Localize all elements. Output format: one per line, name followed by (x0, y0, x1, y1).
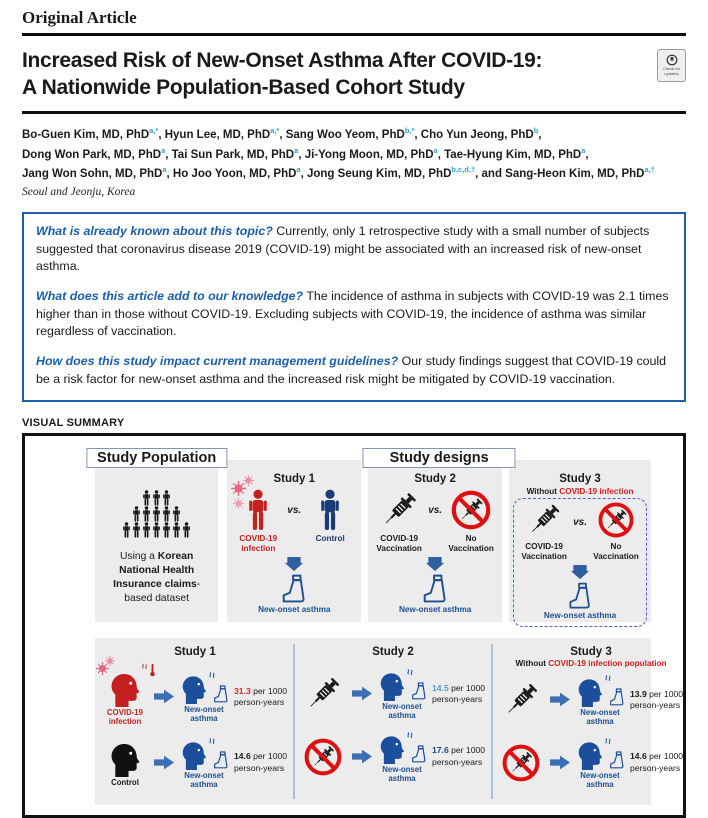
rate-number: 14.5 (432, 682, 449, 693)
author-affiliation-sup: b,* (404, 126, 415, 136)
source-label: Control (111, 778, 139, 788)
crowd-row (122, 522, 191, 538)
person-icon (162, 490, 171, 506)
inhaler-icon (422, 574, 448, 605)
author: Tai Sun Park, MD, PhD$^a$, (171, 145, 305, 161)
author-line-1 (22, 126, 686, 145)
results-panel (95, 638, 684, 804)
population-crowd (122, 490, 191, 538)
person-icon (172, 506, 181, 522)
outcome-label: New-onset asthma (543, 610, 617, 620)
infected-head-icon (107, 670, 143, 707)
vs-label: vs. (428, 505, 443, 517)
rate-number: 14.6 (234, 751, 251, 762)
author-affiliation-sup: a (296, 165, 301, 175)
person-icon (162, 522, 171, 538)
asthma-head-icon (575, 676, 605, 707)
author: Tae-Hyung Kim, MD, PhD$^a$, (444, 145, 589, 161)
author-affiliation-sup: b,c,d,† (451, 165, 476, 175)
result-row-vaccinated (496, 673, 686, 727)
virus-icon (105, 656, 115, 666)
vaccination-figure (372, 489, 426, 554)
rate-number: 17.6 (432, 745, 449, 756)
no-vaccination-icon (501, 743, 541, 783)
arrow-right-icon (550, 691, 570, 708)
results-title: Study 1 (174, 646, 216, 659)
author-line-2 (22, 145, 686, 164)
article-title-line1: Increased Risk of New-Onset Asthma After COVID-19: (22, 49, 543, 72)
thermometer-icon (149, 663, 156, 677)
rate-value: 14.6 per 1000 person-years (234, 751, 288, 773)
person-icon (142, 506, 151, 522)
person-icon (122, 522, 131, 538)
results-study3 (491, 644, 689, 798)
wheeze-squiggle-icon (208, 735, 217, 744)
outcome-label: New-onset asthma (258, 604, 331, 614)
covid-infection-figure (231, 489, 285, 554)
author: Hyun Lee, MD, PhD$^{a,*}$, (164, 126, 286, 142)
wheeze-squiggle-icon (208, 669, 217, 678)
author: Jang Won Sohn, MD, PhD$^a$, (22, 165, 173, 180)
check-for-updates-label: Check for updates (662, 66, 681, 76)
arrow-right-icon (550, 754, 570, 771)
vaccination-label: COVID-19 Vaccination (521, 542, 567, 561)
result-row-unvaccinated (298, 730, 488, 784)
author: Cho Yun Jeong, PhD$^b$, (420, 126, 542, 142)
wheeze-squiggle-icon (604, 735, 613, 744)
design-title: Study 2 (414, 473, 456, 486)
arrow-right-icon (352, 685, 372, 702)
qa-item-impact (36, 353, 672, 388)
vaccination-label: COVID-19 Vaccination (376, 534, 422, 553)
source-figure (298, 737, 348, 777)
author-affiliation-sup: a,* (149, 126, 159, 136)
rate-value: 17.6 per 1000 person-years (432, 745, 486, 767)
result-row-vaccinated (298, 667, 488, 721)
arrow-down-icon (569, 565, 591, 580)
rate-number: 31.3 (234, 685, 251, 696)
results-subtitle: Without COVID-19 infection population (515, 659, 667, 669)
control-figure (303, 489, 357, 544)
author-affiliation-sup: a (581, 145, 586, 155)
study-population-title: Study Population (86, 448, 227, 468)
rate-value: 14.5 per 1000 person-years (432, 682, 486, 704)
outcome-label: New-onset asthma (580, 770, 620, 790)
no-vaccination-icon (450, 489, 492, 531)
infected-person-icon (246, 489, 270, 531)
without-covid-dashed-box (513, 498, 647, 627)
author-location: Seoul and Jeonju, Korea (22, 186, 136, 199)
person-icon (142, 490, 151, 506)
qa-answer: The incidence of asthma in subjects with COVID-19 was 2.1 times higher than in those without COVID-19. Excluding subjects with COVID-19, the incidence of asthma was similar regardless of vaccination. (36, 289, 669, 339)
inhaler-icon (411, 745, 427, 764)
inhaler-icon (609, 751, 625, 770)
person-icon (172, 522, 181, 538)
person-icon (182, 522, 191, 538)
arrow-right-icon (154, 754, 174, 771)
author-affiliation-sup: a (161, 145, 166, 155)
syringe-icon (525, 501, 563, 539)
asthma-head-icon (377, 670, 407, 701)
author-line-3 (22, 164, 686, 183)
author: Bo-Guen Kim, MD, PhD$^{a,*}$, (22, 126, 165, 142)
fever-squiggle-icon (141, 659, 149, 671)
key-messages-box (22, 212, 686, 402)
rate-number: 13.9 (630, 688, 647, 699)
outcome-figure (178, 670, 230, 724)
visual-summary-top-row (95, 450, 651, 622)
no-vaccination-figure (444, 489, 498, 554)
results-title: Study 3 (570, 646, 612, 659)
article-type-kicker: Original Article (22, 8, 137, 27)
design-panel-study1 (227, 460, 361, 622)
outcome-label: New-onset asthma (184, 705, 224, 724)
result-row-unvaccinated (496, 736, 686, 790)
author-affiliation-sup: a (162, 165, 167, 175)
rate-value: 14.6 per 1000 person-years (630, 751, 684, 773)
syringe-icon (501, 680, 541, 720)
wheeze-squiggle-icon (406, 729, 415, 738)
wheeze-squiggle-icon (604, 672, 613, 681)
vs-label: vs. (287, 505, 302, 517)
wheeze-squiggle-icon (406, 666, 415, 675)
person-icon (132, 522, 141, 538)
source-figure (496, 743, 546, 783)
population-caption: Using a Korean National Health Insurance claims-based dataset (113, 551, 201, 604)
author: Jong Seung Kim, MD, PhD$^{b,c,d,\dagger}$, (306, 165, 482, 180)
qa-answer: Our study findings suggest that COVID-19 could be a risk factor for new-onset asthma and the increased risk might be mitigated by COVID-19 vaccination. (36, 354, 667, 386)
qa-question: What is already known about this topic? (36, 224, 273, 239)
design-panel-study2 (368, 460, 502, 622)
crowd-row (142, 490, 171, 506)
no-vaccination-icon (303, 737, 343, 777)
outcome-label: New-onset asthma (398, 604, 472, 614)
qa-question: How does this study impact current management guidelines? (36, 354, 399, 369)
asthma-head-icon (179, 739, 209, 770)
control-head-icon (107, 740, 143, 777)
asthma-head-icon (179, 673, 209, 704)
source-figure (100, 737, 150, 787)
no-vaccination-icon (597, 501, 635, 539)
syringe-icon (303, 674, 343, 714)
inhaler-icon (568, 582, 592, 611)
inhaler-icon (213, 751, 229, 770)
arrow-right-icon (352, 748, 372, 765)
crossmark-icon (666, 54, 678, 66)
vaccination-figure (517, 501, 571, 562)
qa-answer: Currently, only 1 retrospective study with a small number of subjects suggested that coronavirus disease 2019 (COVID-19) might be associated with an increased risk of new-onset asthma. (36, 224, 650, 273)
inhaler-icon (213, 685, 229, 704)
article-title-line2: A Nationwide Population-Based Cohort Study (22, 76, 465, 100)
rate-number: 14.6 (630, 751, 647, 762)
arrow-down-icon (424, 557, 446, 572)
virus-icon (243, 475, 254, 486)
no-vaccination-label: No Vaccination (448, 534, 494, 553)
outcome-figure (574, 673, 626, 727)
results-study2 (293, 644, 491, 798)
author-affiliation-sup: a (294, 145, 299, 155)
author: Dong Won Park, MD, PhD$^a$, (22, 145, 172, 161)
crowd-row (132, 506, 181, 522)
arrow-down-icon (283, 557, 305, 572)
rate-value: 31.3 per 1000 person-years (234, 685, 288, 707)
check-for-updates-badge[interactable] (657, 49, 686, 82)
article-title (22, 47, 638, 102)
arrow-right-icon (154, 688, 174, 705)
source-figure (100, 667, 150, 727)
author: Ho Joo Yoon, MD, PhD$^a$, (172, 165, 307, 180)
visual-summary-label: VISUAL SUMMARY (22, 417, 125, 430)
header-rule-bottom (22, 111, 686, 114)
person-icon (152, 506, 161, 522)
qa-question: What does this article add to our knowledge? (36, 289, 304, 304)
inhaler-icon (281, 574, 307, 605)
qa-item-adds (36, 288, 672, 340)
source-label: COVID-19 infection (107, 708, 143, 727)
inhaler-icon (609, 688, 625, 707)
person-icon (152, 522, 161, 538)
asthma-head-icon (575, 739, 605, 770)
source-figure (298, 674, 348, 714)
author-affiliation-sup: a,† (644, 165, 655, 175)
control-label: Control (315, 534, 345, 544)
author-affiliation-sup: b (533, 126, 539, 136)
source-figure (496, 680, 546, 720)
result-row-control (100, 736, 290, 790)
covid-infection-label: COVID-19 infection (239, 534, 278, 553)
results-title: Study 2 (372, 646, 414, 659)
outcome-figure (376, 730, 428, 784)
design-panel-study3 (509, 460, 651, 622)
person-icon (152, 490, 161, 506)
design-pair (372, 489, 498, 554)
outcome-label: New-onset asthma (382, 702, 422, 721)
rate-value: 13.9 per 1000 person-years (630, 688, 684, 710)
result-row-covid (100, 667, 290, 727)
outcome-label: New-onset asthma (184, 770, 224, 790)
visual-summary-box (22, 433, 686, 817)
author: Ji-Yong Moon, MD, PhD$^a$, (304, 145, 445, 161)
outcome-label: New-onset asthma (382, 764, 422, 784)
design-title: Study 1 (273, 473, 315, 486)
outcome-label: New-onset asthma (580, 708, 620, 727)
author: Sang Woo Yeom, PhD$^{b,*}$, (285, 126, 421, 142)
asthma-head-icon (377, 733, 407, 764)
design-subtitle: Without COVID-19 infection (526, 487, 634, 497)
study-designs-title: Study designs (363, 448, 516, 468)
qa-item-known (36, 223, 672, 275)
outcome-figure (178, 736, 230, 790)
design-title: Study 3 (559, 473, 601, 486)
design-pair (231, 489, 357, 554)
results-study1 (97, 644, 293, 798)
vs-label: vs. (573, 517, 587, 529)
author: and Sang-Heon Kim, MD, PhD$^{a,\dagger}$ (481, 165, 655, 180)
title-block (22, 47, 686, 102)
outcome-figure (376, 667, 428, 721)
no-vaccination-label: No Vaccination (593, 542, 639, 561)
inhaler-icon (411, 682, 427, 701)
study-designs-group (227, 450, 651, 622)
outcome-figure (574, 736, 626, 790)
header-rule-top (22, 33, 686, 36)
control-person-icon (318, 489, 342, 531)
design-pair (517, 501, 643, 562)
virus-icon (233, 498, 244, 509)
person-icon (162, 506, 171, 522)
syringe-icon (378, 489, 420, 531)
person-icon (142, 522, 151, 538)
author-list (22, 126, 686, 184)
no-vaccination-figure (589, 501, 643, 562)
author-affiliation-sup: a,* (270, 126, 280, 136)
person-icon (132, 506, 141, 522)
study-population-panel (95, 450, 218, 622)
author-affiliation-sup: a (433, 145, 438, 155)
